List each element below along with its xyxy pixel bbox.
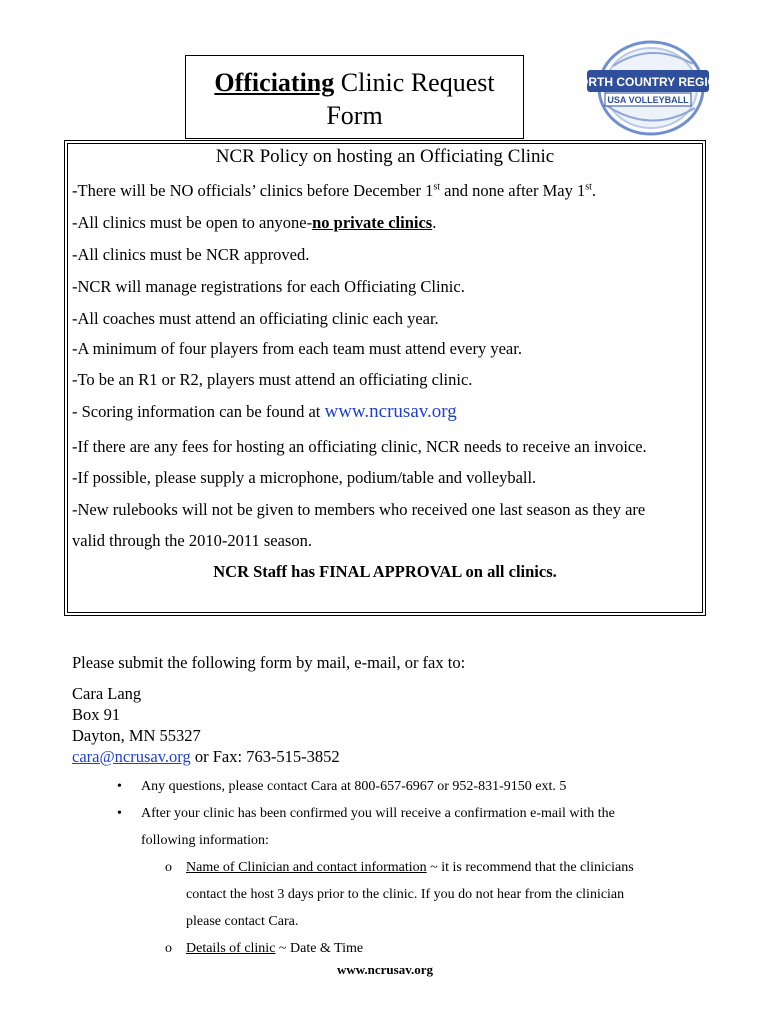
contact-box: Box 91 [72,705,121,724]
policy-line-4: -NCR will manage registrations for each Officiating Clinic. [72,277,465,296]
policy-line-5: -All coaches must attend an officiating clinic each year. [72,309,439,328]
policy-line-7: -To be an R1 or R2, players must attend an officiating clinic. [72,370,473,389]
policy-line-10: -If possible, please supply a microphone, podium/table and volleyball. [72,468,537,487]
form-title-line2: Form [326,101,383,130]
policy-line-11: -New rulebooks will not be given to members who received one last season as they are [72,500,646,519]
bullet-dot-2: • [117,806,122,821]
sub-bullet-2: Details of clinic ~ Date & Time [186,941,364,956]
policy-line-12: valid through the 2010-2011 season. [72,531,312,550]
email-link[interactable]: cara@ncrusav.org [72,747,191,766]
policy-line-3: -All clinics must be NCR approved. [72,245,310,264]
policy-title: NCR Policy on hosting an Officiating Clinic [215,146,555,167]
ncr-logo [570,36,726,146]
policy-line-9: -If there are any fees for hosting an officiating clinic, NCR needs to receive an invoice. [72,437,647,456]
logo-text-2: USA VOLLEYBALL [607,95,689,105]
bullet-2-line-1: After your clinic has been confirmed you will receive a confirmation e-mail with the [141,806,615,821]
policy-line-6: -A minimum of four players from each team must attend every year. [72,339,522,358]
sub-bullet-1-line-3: please contact Cara. [186,914,299,929]
policy-line-1: -There will be NO officials’ clinics before December 1st and none after May 1st. [72,181,597,200]
policy-line-8: - Scoring information can be found at www.ncrusav.org [72,401,457,422]
sub-bullet-1-line-2: contact the host 3 days prior to the clinic. If you do not hear from the clinician [186,887,625,902]
form-title [186,66,523,99]
contact-email-fax: cara@ncrusav.org or Fax: 763-515-3852 [72,747,340,766]
contact-name: Cara Lang [72,684,142,703]
contact-city: Dayton, MN 55327 [72,726,201,745]
title-box [185,55,524,139]
final-approval: NCR Staff has FINAL APPROVAL on all clinics. [213,562,557,581]
submit-intro: Please submit the following form by mail, e-mail, or fax to: [72,653,466,672]
sub-bullet-marker-1: o [165,860,172,875]
ncrusav-link[interactable]: www.ncrusav.org [324,401,457,422]
sub-bullet-marker-2: o [165,941,172,956]
logo-text-1: NORTH COUNTRY REGION [570,75,726,89]
bullet-1: Any questions, please contact Cara at 800-657-6967 or 952-831-9150 ext. 5 [141,779,567,794]
bullet-dot-1: • [117,779,122,794]
footer-url: www.ncrusav.org [336,962,434,977]
sub-bullet-1: Name of Clinician and contact information ~ it is recommend that the clinicians [186,860,634,875]
title-bold: Officiating [214,68,335,97]
bullet-2-line-2: following information: [141,833,269,848]
policy-line-2: -All clinics must be open to anyone-no private clinics. [72,213,437,232]
title-rest: Clinic Request [334,68,495,97]
